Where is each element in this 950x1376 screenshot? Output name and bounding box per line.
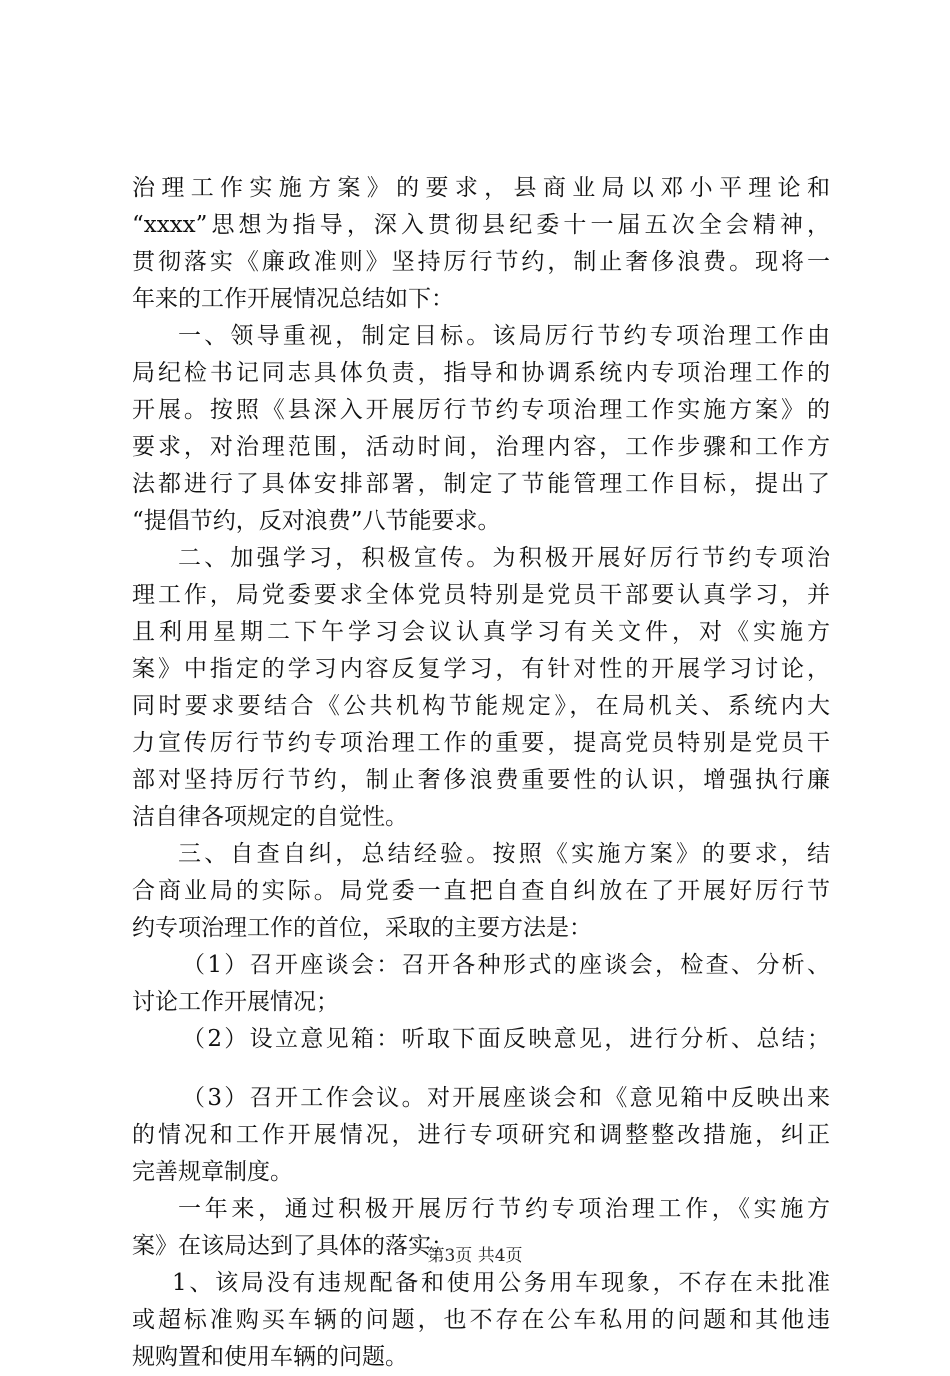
section-heading-3: 三、自查自纠，总结经验。按照《实施方案》的要求，结: [178, 841, 830, 867]
text-line: 法都进行了具体安排部署，制定了节能管理工作目标，提出了: [132, 471, 830, 497]
text-line: 治理工作实施方案》的要求，县商业局以邓小平理论和: [132, 175, 830, 201]
text-line: 且利用星期二下午学习会议认真学习有关文件，对《实施方: [132, 619, 830, 645]
section-heading-2: 二、加强学习，积极宣传。为积极开展好厉行节约专项治: [178, 545, 830, 571]
text-line: 要求，对治理范围，活动时间，治理内容，工作步骤和工作方: [132, 434, 830, 460]
numbered-item-1: 1、该局没有违规配备和使用公务用车现象，不存在未批准: [172, 1270, 830, 1296]
text-line: 或超标准购买车辆的问题，也不存在公车私用的问题和其他违: [132, 1307, 830, 1333]
text-line: “提倡节约，反对浪费”八节能要求。: [132, 508, 501, 534]
text-line: 约专项治理工作的首位，采取的主要方法是：: [132, 915, 592, 941]
text-line: 规购置和使用车辆的问题。: [132, 1344, 408, 1370]
paragraph-gap: [132, 1058, 830, 1080]
text-line: 力宣传厉行节约专项治理工作的重要，提高党员特别是党员干: [132, 730, 830, 756]
text-line: 理工作，局党委要求全体党员特别是党员干部要认真学习，并: [132, 582, 830, 608]
text-line: 案》中指定的学习内容反复学习，有针对性的开展学习讨论，: [132, 656, 830, 682]
text-line: “xxxx”思想为指导，深入贯彻县纪委十一届五次全会精神，: [132, 212, 830, 238]
section-heading-1: 一、领导重视，制定目标。该局厉行节约专项治理工作由: [178, 323, 830, 349]
text-line: 部对坚持厉行节约，制止奢侈浪费重要性的认识，增强执行廉: [132, 767, 830, 793]
summary-paragraph: 一年来，通过积极开展厉行节约专项治理工作，《实施方: [178, 1196, 830, 1222]
list-item-3: （3）召开工作会议。对开展座谈会和《意见箱中反映出来: [182, 1085, 830, 1111]
text-line: 同时要求要结合《公共机构节能规定》，在局机关、系统内大: [132, 693, 830, 719]
list-item-2: （2）设立意见箱：听取下面反映意见，进行分析、总结；: [182, 1026, 830, 1052]
text-line: 案》在该局达到了具体的落实：: [132, 1233, 454, 1259]
text-line: 开展。按照《县深入开展厉行节约专项治理工作实施方案》的: [132, 397, 830, 423]
page-number-footer: 第3页 共4页: [427, 1246, 523, 1266]
text-line: 的情况和工作开展情况，进行专项研究和调整整改措施，纠正: [132, 1122, 830, 1148]
list-item-1: （1）召开座谈会：召开各种形式的座谈会，检查、分析、: [182, 952, 830, 978]
text-line: 洁自律各项规定的自觉性。: [132, 804, 408, 830]
document-body: [132, 170, 830, 1376]
text-line: 局纪检书记同志具体负责，指导和协调系统内专项治理工作的: [132, 360, 830, 386]
text-line: 讨论工作开展情况；: [132, 989, 339, 1015]
text-line: 贯彻落实《廉政准则》坚持厉行节约，制止奢侈浪费。现将一: [132, 249, 830, 275]
text-line: 完善规章制度。: [132, 1159, 293, 1185]
text-line: 合商业局的实际。局党委一直把自查自纠放在了开展好厉行节: [132, 878, 830, 904]
text-line: 年来的工作开展情况总结如下：: [132, 286, 454, 312]
